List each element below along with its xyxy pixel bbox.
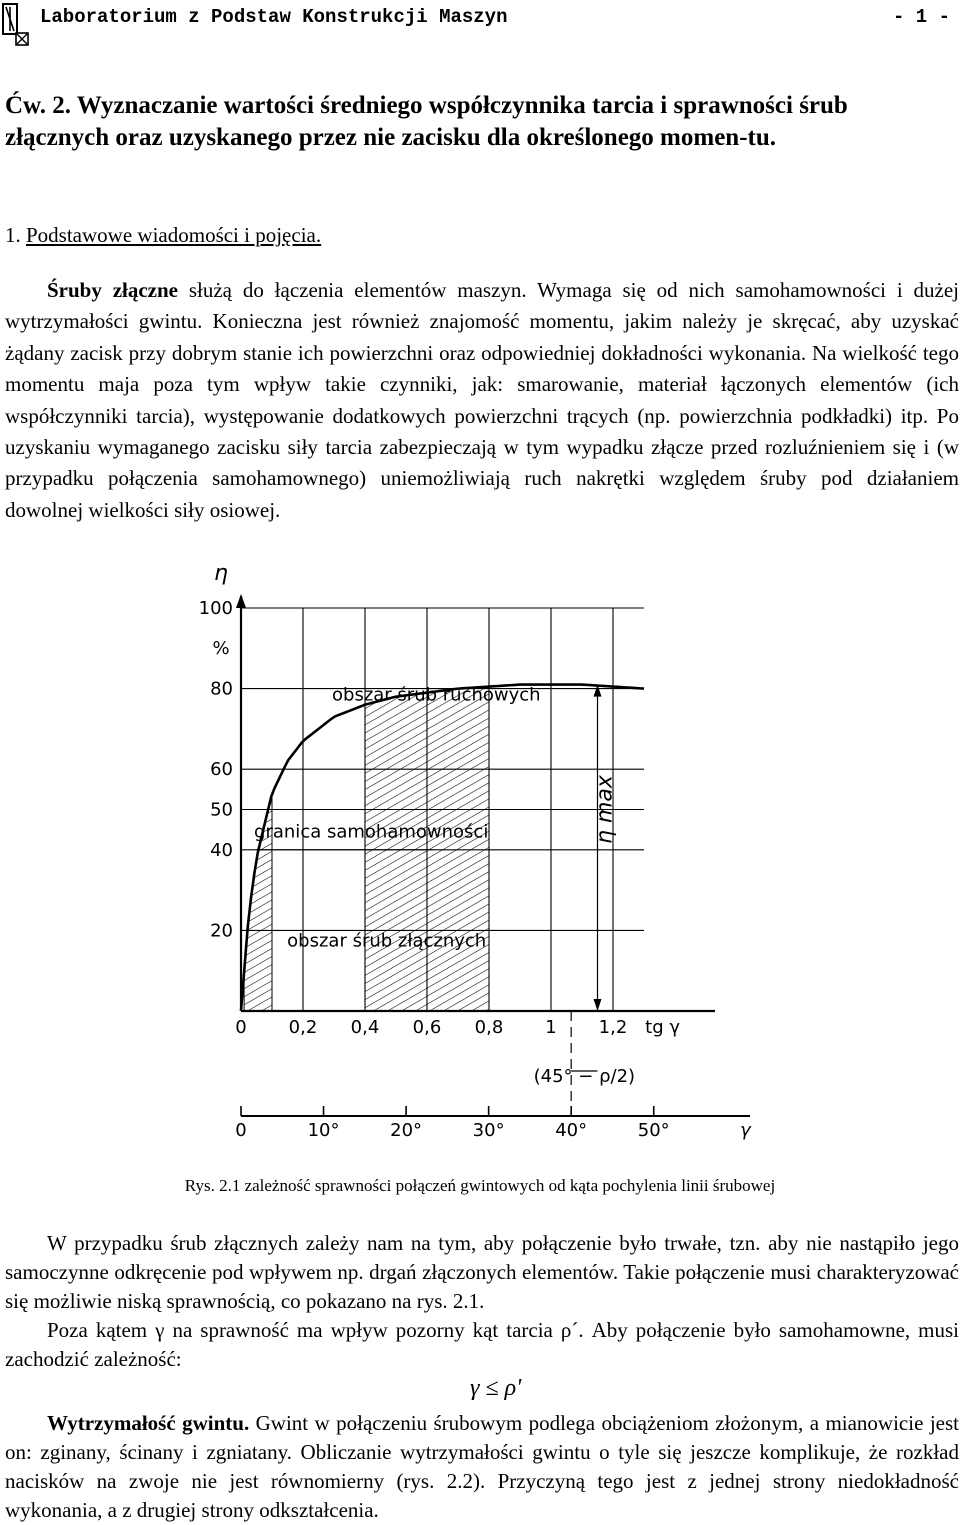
section-number: 1.: [5, 223, 21, 247]
exercise-title: Ćw. 2. Wyznaczanie wartości średniego współczynnika tarcia i sprawności śrub złącznych oraz uzyskanego przez nie zacisku dla określonego momen-tu.: [5, 92, 848, 151]
angle-tick-label-2: 20°: [390, 1120, 423, 1141]
y-tick-label-4: 40: [210, 839, 233, 861]
term-thread-strength: Wytrzymałość gwintu.: [47, 1411, 250, 1435]
paragraph-intro-text: służą do łączenia elementów maszyn. Wymaga się od nich samohamowności i dużej wytrzymałości gwintu. Konieczna jest również znajomość momentu, jakim należy je skręcać, aby uzyskać żądany zacisk przy dobrym stanie ich powierzchni oraz odpowiedniej dokładności wykonania. Na wielkość tego momentu maja poza tym wpływ takie czynniki, jak: smarowanie, materiał łączonych elementów (ich współczynniki tarcia), występowanie dodatkowych powierzchni trących (np. powierzchnia podkładki) itp. Po uzyskaniu wymaganego zacisku siły tarcia zabezpieczają w tym wypadku złącze przed rozluźnieniem się i (w przypadku połączenia samohamownego) uniemożliwiają ruch nakrętki względem śruby pod działaniem dowolnej wielkości siły osiowej.: [5, 278, 959, 522]
x-axis-label: tg γ: [645, 1017, 681, 1038]
angle-axis-label: γ: [740, 1120, 751, 1141]
page-number: - 1 -: [892, 6, 950, 28]
y-axis-unit: %: [212, 638, 230, 659]
y-tick-label-3: 50: [210, 799, 233, 821]
eta-max-label: η max: [592, 775, 618, 844]
x-tick-label-1: 0,2: [288, 1017, 318, 1038]
angle-tick-label-0: 0: [235, 1120, 247, 1141]
angle-tick-label-3: 30°: [472, 1120, 505, 1141]
annotation-self-locking: granica samohamowności: [254, 821, 489, 843]
y-axis-label: η: [214, 561, 228, 586]
region-moving-hatch: [365, 687, 489, 1011]
paragraph-intro: [5, 275, 959, 526]
x-tick-label-5: 1: [545, 1017, 557, 1038]
x-tick-label-6: 1,2: [598, 1017, 628, 1038]
paragraph-fastening-b: Poza kątem γ na sprawność ma wpływ pozorny kąt tarcia ρ´. Aby połączenie było samohamowne, musi zachodzić zależność:: [5, 1318, 959, 1371]
paragraph-fastening-a: W przypadku śrub złącznych zależy nam na tym, aby połączenie było trwałe, tzn. aby nie nastąpiło jego samoczynne odkręcenie pod wpływem np. drgań złączonych elementów. Takie połączenie musi charakteryzować się możliwie niską sprawnością, co pokazano na rys. 2.1.: [5, 1231, 959, 1313]
y-tick-label-1: 80: [210, 678, 233, 700]
paragraph-thread-strength: [5, 1409, 959, 1525]
term-sruby-zlaczne: Śruby złączne: [47, 278, 178, 302]
angle-tick-label-4: 40°: [555, 1120, 588, 1141]
x-tick-label-0: 0: [235, 1017, 247, 1038]
eta-max-arrow-bottom-icon: [594, 999, 602, 1011]
x-tick-label-3: 0,6: [412, 1017, 442, 1038]
angle-tick-label-5: 50°: [637, 1120, 670, 1141]
x-tick-label-4: 0,8: [474, 1017, 504, 1038]
paragraph-fastening: [5, 1229, 959, 1374]
x-tick-label-2: 0,4: [350, 1017, 380, 1038]
header-title: Laboratorium z Podstaw Konstrukcji Maszyn: [40, 6, 508, 28]
figure-caption: Rys. 2.1 zależność sprawności połączeń gwintowych od kąta pochylenia linii śrubowej: [184, 1176, 776, 1195]
angle-tick-label-1: 10°: [307, 1120, 340, 1141]
y-tick-label-2: 60: [210, 759, 233, 781]
paragraph-thread-strength-text: Gwint w połączeniu śrubowym podlega obciążeniom złożonym, a mianowicie jest on: zginany, ścinany i zgniatany. Obliczanie wytrzymałości gwintu o tyle się jeszcze komplikuje, że rozkład nacisków na zwoje nie jest równomierny (rys. 2.2). Przyczyną tego jest z jednej strony niedokładność wykonania, a z drugiej strony odkształcenia.: [5, 1411, 959, 1522]
y-axis-arrow-icon: [236, 594, 246, 608]
lab-logo-icon: [2, 3, 32, 49]
annotation-moving-region: obszar śrub ruchowych: [332, 684, 541, 706]
efficiency-chart: [195, 556, 805, 1146]
y-tick-label-0: 100: [198, 598, 233, 619]
angle-range-label: (45° − ρ/2): [533, 1066, 636, 1087]
self-locking-formula: γ ≤ ρ': [470, 1375, 522, 1401]
section-heading: [5, 222, 321, 248]
section-title: Podstawowe wiadomości i pojęcia.: [26, 223, 322, 247]
page-header: [0, 0, 960, 52]
annotation-fastening-region: obszar śrub złącznych: [287, 930, 487, 952]
y-tick-label-5: 20: [210, 920, 233, 942]
